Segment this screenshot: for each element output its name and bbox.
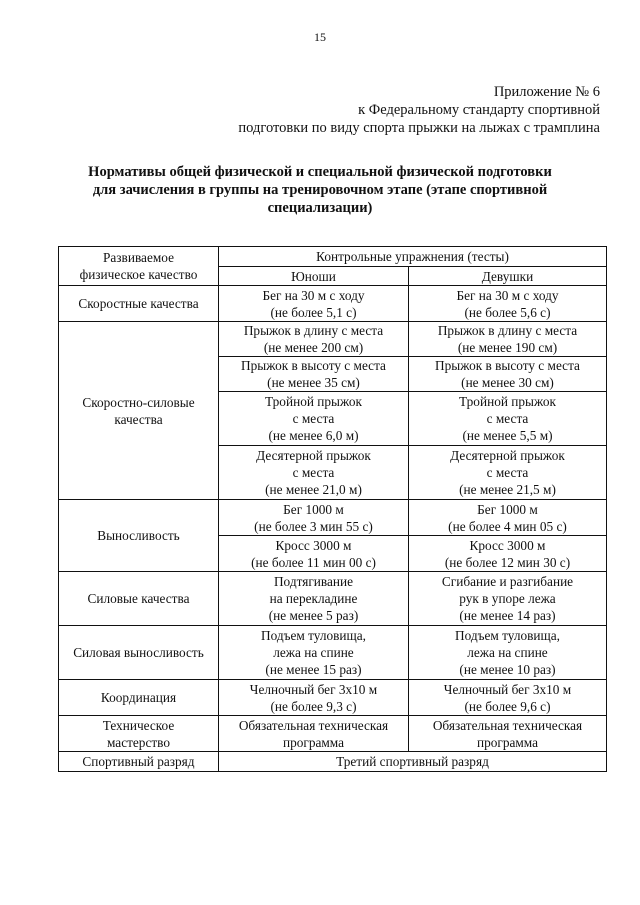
standards-table bbox=[58, 246, 607, 772]
table-header-row bbox=[59, 247, 607, 267]
title-line-1: Нормативы общей физической и специальной физической подготовки bbox=[88, 164, 552, 180]
appendix-line-2: к Федеральному стандарту спортивной bbox=[358, 102, 600, 118]
quality-cell: Выносливость bbox=[59, 500, 219, 572]
quality-cell: Координация bbox=[59, 680, 219, 716]
table-row bbox=[59, 626, 607, 680]
quality-cell: Техническое мастерство bbox=[59, 716, 219, 752]
appendix-line-1: Приложение № 6 bbox=[493, 84, 600, 100]
girls-norm-cell: Челночный бег 3x10 м (не более 9,6 с) bbox=[409, 680, 607, 716]
boys-norm-cell: Подтягивание на перекладине (не менее 5 раз) bbox=[219, 572, 409, 626]
boys-norm-cell: Бег на 30 м с ходу (не более 5,1 с) bbox=[219, 286, 409, 322]
quality-cell: Скоростные качества bbox=[59, 286, 219, 322]
header-tests: Контрольные упражнения (тесты) bbox=[219, 247, 607, 267]
girls-norm-cell: Кросс 3000 м (не более 12 мин 30 с) bbox=[409, 536, 607, 572]
boys-norm-cell: Бег 1000 м (не более 3 мин 55 с) bbox=[219, 500, 409, 536]
girls-norm-cell: Бег на 30 м с ходу (не более 5,6 с) bbox=[409, 286, 607, 322]
boys-norm-cell: Тройной прыжок с места (не менее 6,0 м) bbox=[219, 392, 409, 446]
both-norm-cell: Третий спортивный разряд bbox=[219, 752, 607, 772]
girls-norm-cell: Прыжок в высоту с места (не менее 30 см) bbox=[409, 357, 607, 392]
boys-norm-cell: Прыжок в высоту с места (не менее 35 см) bbox=[219, 357, 409, 392]
header-quality: Развиваемое физическое качество bbox=[59, 247, 219, 286]
table-row bbox=[59, 752, 607, 772]
quality-cell: Силовые качества bbox=[59, 572, 219, 626]
girls-norm-cell: Тройной прыжок с места (не менее 5,5 м) bbox=[409, 392, 607, 446]
table-row bbox=[59, 572, 607, 626]
girls-norm-cell: Обязательная техническая программа bbox=[409, 716, 607, 752]
boys-norm-cell: Подъем туловища, лежа на спине (не менее 15 раз) bbox=[219, 626, 409, 680]
quality-cell: Скоростно-силовые качества bbox=[59, 322, 219, 500]
page-number: 15 bbox=[314, 30, 326, 44]
appendix-line-3: подготовки по виду спорта прыжки на лыжах с трамплина bbox=[238, 120, 600, 136]
title-line-3: специализации) bbox=[267, 200, 373, 216]
header-boys: Юноши bbox=[219, 267, 409, 286]
quality-cell: Спортивный разряд bbox=[59, 752, 219, 772]
boys-norm-cell: Челночный бег 3x10 м (не более 9,3 с) bbox=[219, 680, 409, 716]
boys-norm-cell: Обязательная техническая программа bbox=[219, 716, 409, 752]
table-row bbox=[59, 322, 607, 357]
document-title bbox=[60, 163, 580, 217]
quality-cell: Силовая выносливость bbox=[59, 626, 219, 680]
appendix-reference bbox=[238, 83, 600, 137]
boys-norm-cell: Десятерной прыжок с места (не менее 21,0 м) bbox=[219, 446, 409, 500]
girls-norm-cell: Бег 1000 м (не более 4 мин 05 с) bbox=[409, 500, 607, 536]
boys-norm-cell: Прыжок в длину с места (не менее 200 см) bbox=[219, 322, 409, 357]
table-row bbox=[59, 716, 607, 752]
boys-norm-cell: Кросс 3000 м (не более 11 мин 00 с) bbox=[219, 536, 409, 572]
girls-norm-cell: Десятерной прыжок с места (не менее 21,5 м) bbox=[409, 446, 607, 500]
girls-norm-cell: Прыжок в длину с места (не менее 190 см) bbox=[409, 322, 607, 357]
table-row bbox=[59, 500, 607, 536]
header-girls: Девушки bbox=[409, 267, 607, 286]
table-row bbox=[59, 680, 607, 716]
girls-norm-cell: Сгибание и разгибание рук в упоре лежа (не менее 14 раз) bbox=[409, 572, 607, 626]
girls-norm-cell: Подъем туловища, лежа на спине (не менее 10 раз) bbox=[409, 626, 607, 680]
title-line-2: для зачисления в группы на тренировочном этапе (этапе спортивной bbox=[92, 182, 548, 198]
table-row bbox=[59, 286, 607, 322]
